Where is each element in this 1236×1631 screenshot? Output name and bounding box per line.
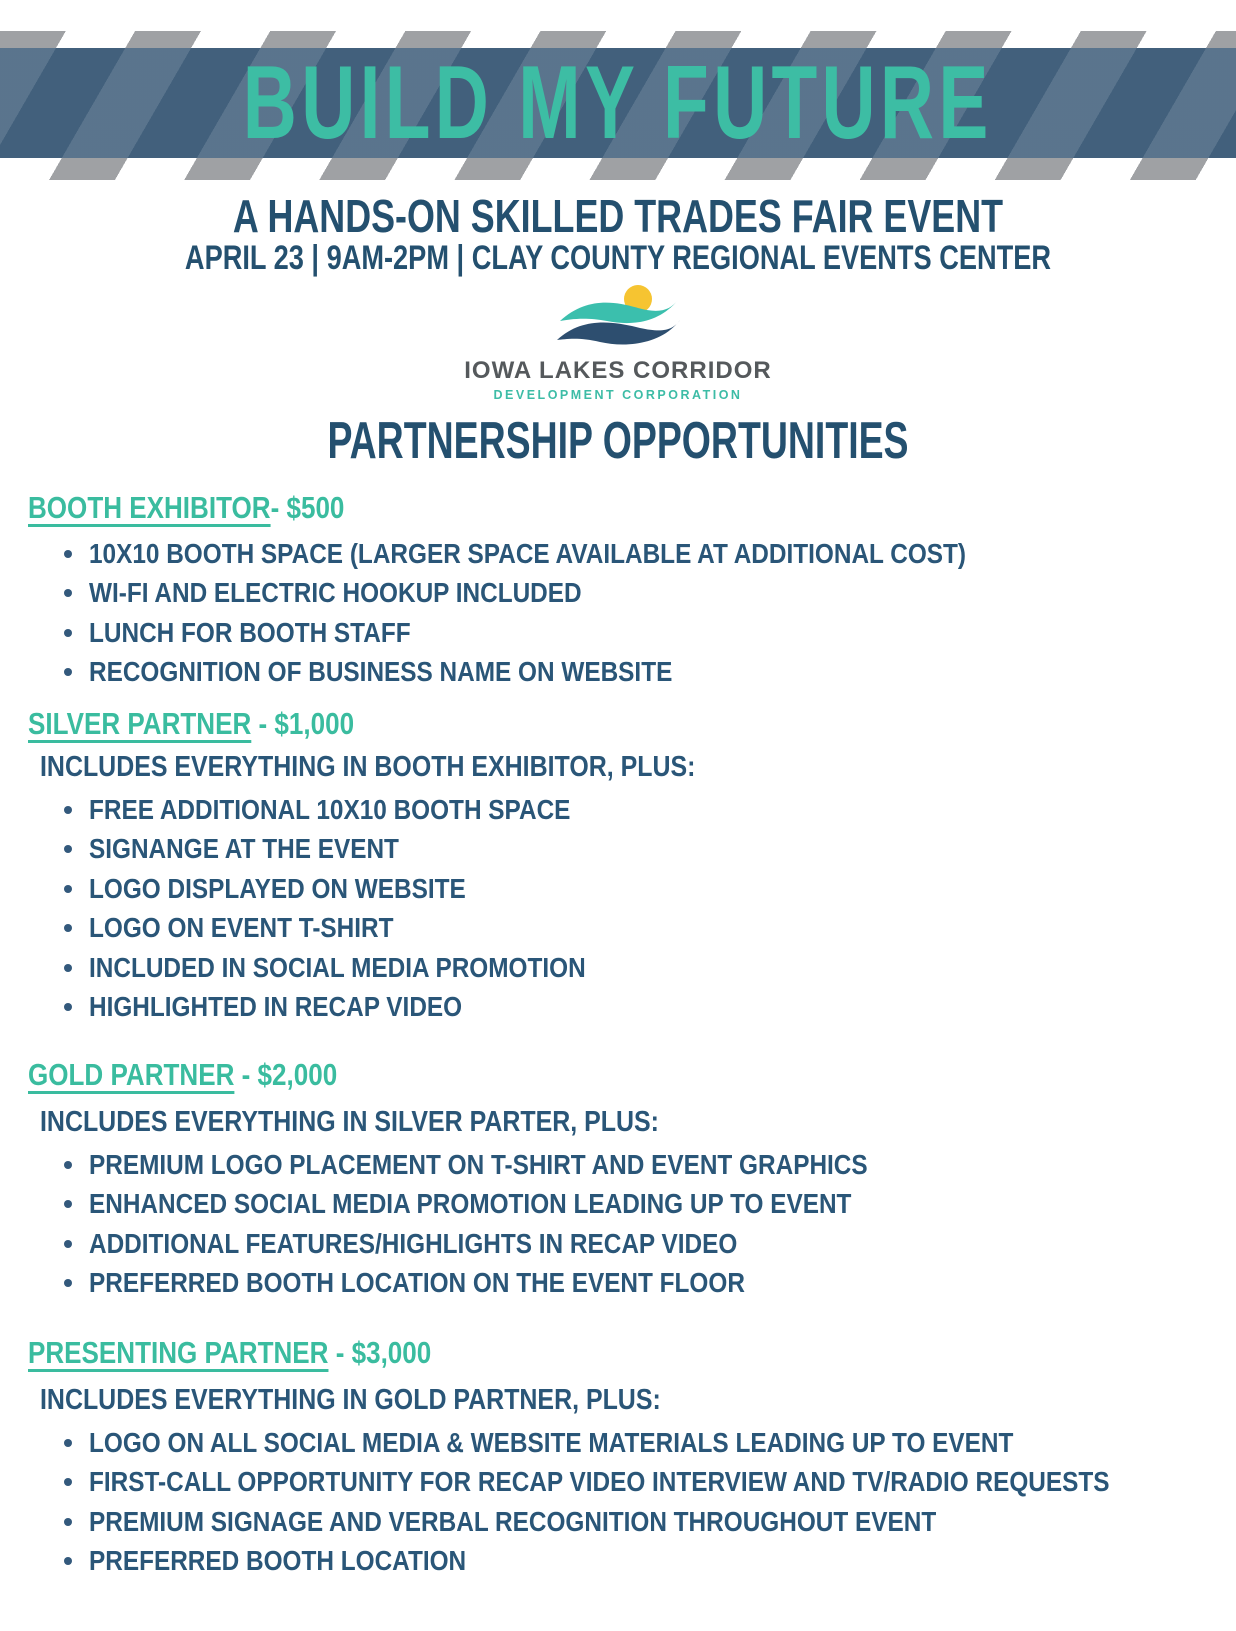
section-intro: INCLUDES EVERYTHING IN GOLD PARTNER, PLUS: [40,1384,661,1416]
section-heading [28,706,1043,742]
bullet-list [0,1423,1236,1581]
bullet-text: FREE ADDITIONAL 10X10 BOOTH SPACE [89,793,571,825]
bullet-text: ENHANCED SOCIAL MEDIA PROMOTION LEADING UP TO EVENT [89,1188,852,1220]
bullet-item [0,1542,1236,1582]
bullet-dot-icon [64,924,72,932]
section-name: GOLD PARTNER [28,1057,235,1092]
navy-wave-icon [557,320,680,344]
bullet-text: WI-FI AND ELECTRIC HOOKUP INCLUDED [89,577,582,609]
bullet-item [0,1264,1236,1304]
bullet-item [0,1145,1236,1185]
bullet-dot-icon [64,550,72,558]
bullet-dot-icon [64,1003,72,1011]
bullet-item [0,1224,1236,1264]
section-heading [28,1335,1043,1371]
section-heading [28,1057,1043,1093]
bullet-dot-icon [64,806,72,814]
bullet-dot-icon [64,1279,72,1287]
bullet-text: FIRST-CALL OPPORTUNITY FOR RECAP VIDEO INTERVIEW AND TV/RADIO REQUESTS [89,1466,1110,1498]
bullet-text: LUNCH FOR BOOTH STAFF [89,616,411,648]
section-price: - $2,000 [234,1057,338,1092]
section-heading [28,490,1043,526]
section-name: BOOTH EXHIBITOR [28,490,271,525]
section-name: SILVER PARTNER [28,706,252,741]
bullet-text: PREMIUM SIGNAGE AND VERBAL RECOGNITION THROUGHOUT EVENT [89,1505,937,1537]
section-price: - $1,000 [251,706,355,741]
bullet-text: 10X10 BOOTH SPACE (LARGER SPACE AVAILABLE AT ADDITIONAL COST) [89,537,967,569]
bullet-dot-icon [64,1518,72,1526]
bullet-dot-icon [64,589,72,597]
bullet-text: LOGO ON ALL SOCIAL MEDIA & WEBSITE MATERIALS LEADING UP TO EVENT [89,1426,1014,1458]
bullet-item [0,1463,1236,1503]
bullet-item [0,534,1236,574]
bullet-item [0,574,1236,614]
bullet-item [0,830,1236,870]
bullet-text: ADDITIONAL FEATURES/HIGHLIGHTS IN RECAP VIDEO [89,1227,738,1259]
logo-tagline: DEVELOPMENT CORPORATION [493,388,743,402]
bullet-item [0,909,1236,949]
logo-name: IOWA LAKES CORRIDOR [464,357,772,384]
header-banner [0,31,1236,180]
section-booth-exhibitor [0,490,1236,692]
bullet-item [0,869,1236,909]
event-subtitle: A HANDS-ON SKILLED TRADES FAIR EVENT [232,190,1004,242]
bullet-text: LOGO DISPLAYED ON WEBSITE [89,872,466,904]
bullet-dot-icon [64,1557,72,1565]
section-gold-partner [0,1057,1236,1303]
flyer-page [0,31,1236,1631]
bullet-item [0,988,1236,1028]
bullet-text: PREFERRED BOOTH LOCATION [89,1545,467,1577]
bullet-text: RECOGNITION OF BUSINESS NAME ON WEBSITE [89,656,673,688]
bullet-item [0,653,1236,693]
bullet-dot-icon [64,629,72,637]
logo-graphic-icon [552,282,684,356]
bullet-item [0,1423,1236,1463]
bullet-text: PREFERRED BOOTH LOCATION ON THE EVENT FLOOR [89,1267,745,1299]
bullet-list [0,1145,1236,1303]
bullet-item [0,1502,1236,1542]
event-title: BUILD MY FUTURE [243,45,993,161]
bullet-item [0,1185,1236,1225]
bullet-dot-icon [64,1478,72,1486]
bullet-text: HIGHLIGHTED IN RECAP VIDEO [89,991,463,1023]
bullet-dot-icon [64,885,72,893]
bullet-dot-icon [64,668,72,676]
bullet-dot-icon [64,1200,72,1208]
section-price: - $500 [270,490,345,525]
bullet-item [0,790,1236,830]
bullet-list [0,790,1236,1027]
bullet-item [0,613,1236,653]
bullet-dot-icon [64,964,72,972]
section-intro: INCLUDES EVERYTHING IN BOOTH EXHIBITOR, PLUS: [40,751,696,783]
bullet-text: SIGNANGE AT THE EVENT [89,833,399,865]
bullet-text: LOGO ON EVENT T-SHIRT [89,912,394,944]
bullet-text: PREMIUM LOGO PLACEMENT ON T-SHIRT AND EVENT GRAPHICS [89,1148,868,1180]
teal-wave-icon [560,300,678,323]
bullet-item [0,948,1236,988]
section-silver-partner [0,706,1236,1027]
section-name: PRESENTING PARTNER [28,1335,329,1370]
section-price: - $3,000 [328,1335,432,1370]
bullet-list [0,534,1236,692]
section-intro: INCLUDES EVERYTHING IN SILVER PARTER, PLUS: [40,1106,659,1138]
bullet-dot-icon [64,1161,72,1169]
section-presenting-partner [0,1335,1236,1581]
bullet-dot-icon [64,1439,72,1447]
bullet-dot-icon [64,845,72,853]
logo [0,282,1236,402]
page-title: PARTNERSHIP OPPORTUNITIES [327,412,909,470]
bullet-text: INCLUDED IN SOCIAL MEDIA PROMOTION [89,951,586,983]
event-date-location: APRIL 23 | 9AM-2PM | CLAY COUNTY REGIONAL EVENTS CENTER [184,239,1052,277]
bullet-dot-icon [64,1240,72,1248]
